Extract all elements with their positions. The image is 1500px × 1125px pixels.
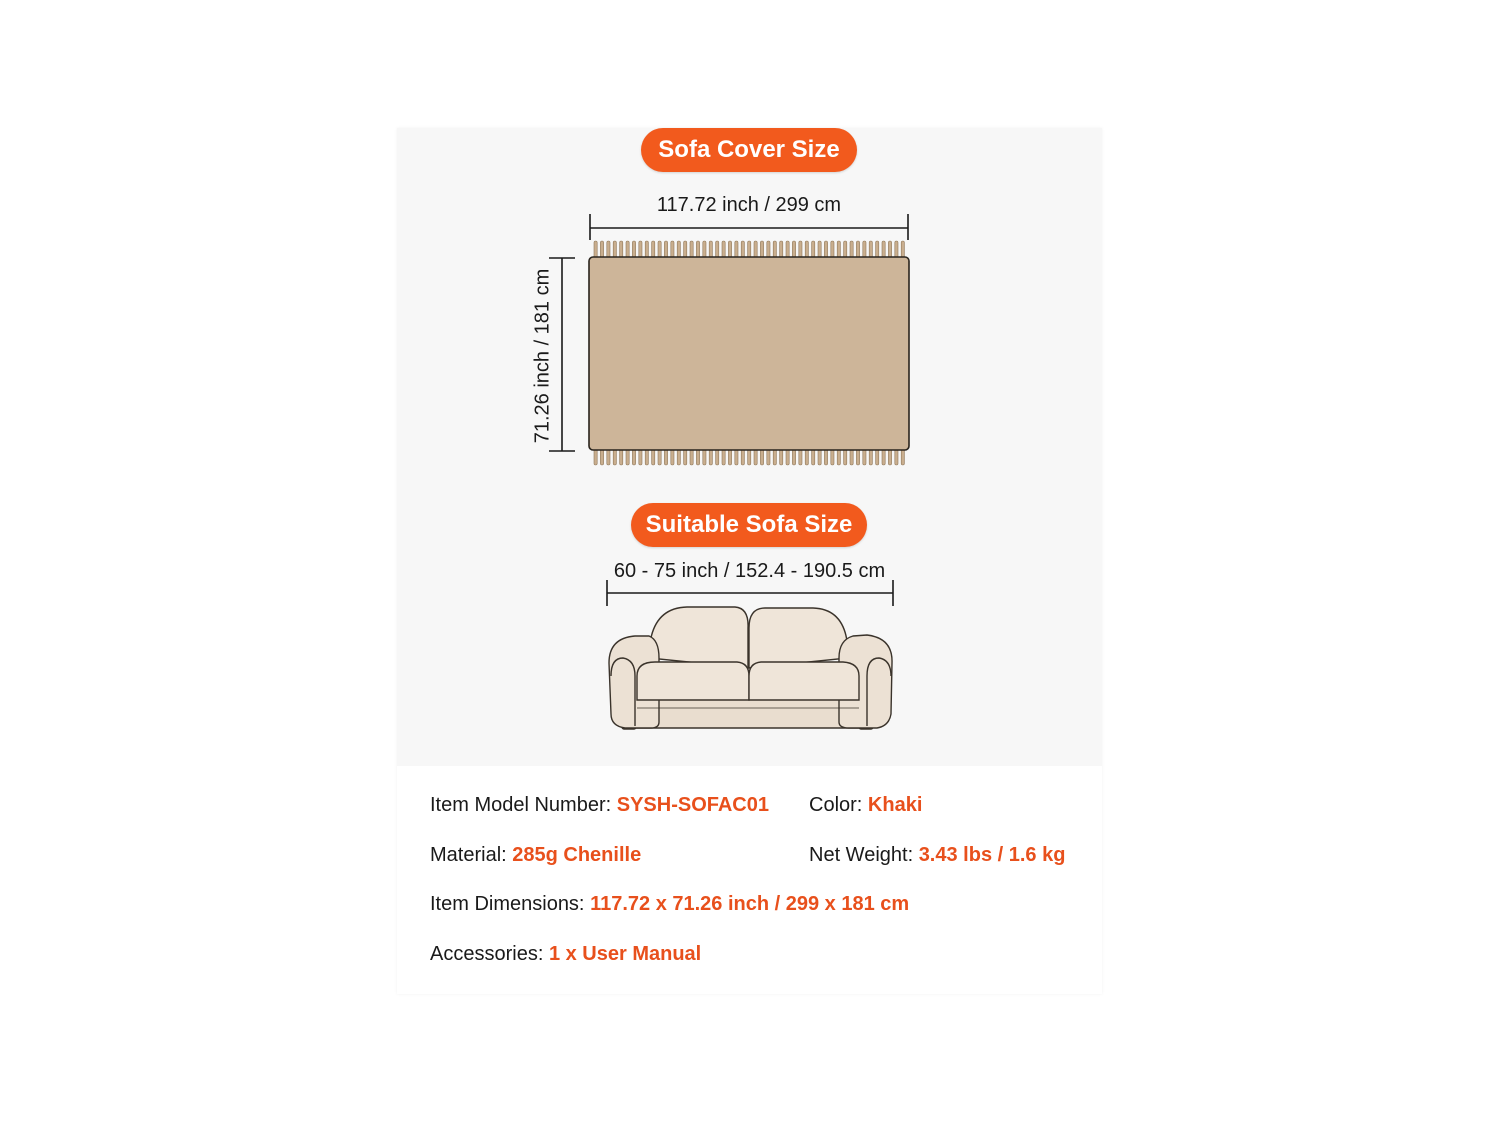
fringe-tassel	[831, 449, 834, 465]
fringe-tassel	[895, 241, 898, 258]
sofa-illustration	[609, 607, 892, 729]
fringe-tassel	[748, 241, 751, 258]
fringe-tassel	[754, 449, 757, 465]
spec-label: Item Model Number:	[430, 794, 617, 816]
fringe-tassel	[863, 241, 866, 258]
fringe-tassel	[645, 449, 648, 465]
fringe-tassel	[767, 241, 770, 258]
spec-accessories	[430, 943, 701, 966]
fringe-tassel	[773, 241, 776, 258]
diagram-area	[397, 128, 1102, 766]
spec-label: Accessories:	[430, 943, 549, 965]
fringe-tassel	[901, 241, 904, 258]
fringe-tassel	[639, 241, 642, 258]
fringe-tassel	[824, 449, 827, 465]
fringe-top	[594, 241, 904, 258]
sofa-width-dimension-line	[607, 580, 893, 606]
fringe-tassel	[607, 449, 610, 465]
spec-label: Material:	[430, 844, 513, 866]
fringe-tassel	[594, 449, 597, 465]
fringe-tassel	[664, 449, 667, 465]
fringe-tassel	[792, 449, 795, 465]
fringe-tassel	[684, 449, 687, 465]
fringe-tassel	[703, 241, 706, 258]
fringe-tassel	[818, 241, 821, 258]
size-illustrations	[397, 128, 1102, 766]
spec-value: Khaki	[867, 794, 923, 816]
fringe-tassel	[805, 449, 808, 465]
fringe-tassel	[645, 241, 648, 258]
fringe-bottom	[594, 449, 904, 465]
fringe-tassel	[735, 449, 738, 465]
fringe-tassel	[709, 449, 712, 465]
cover-width-label: 117.72 inch / 299 cm	[656, 194, 842, 216]
spec-color	[809, 794, 922, 817]
fringe-tassel	[652, 241, 655, 258]
spec-label: Net Weight:	[809, 844, 919, 866]
sofa-cover-size-heading: Sofa Cover Size	[641, 128, 857, 172]
suitable-sofa-size-heading: Suitable Sofa Size	[631, 503, 867, 547]
fringe-tassel	[850, 449, 853, 465]
fringe-tassel	[696, 449, 699, 465]
spec-material	[430, 844, 641, 867]
fringe-tassel	[658, 241, 661, 258]
fringe-tassel	[812, 241, 815, 258]
fringe-tassel	[901, 449, 904, 465]
fringe-tassel	[626, 241, 629, 258]
fringe-tassel	[741, 241, 744, 258]
fringe-tassel	[767, 449, 770, 465]
fringe-tassel	[805, 241, 808, 258]
fringe-tassel	[671, 449, 674, 465]
fringe-tassel	[760, 449, 763, 465]
fringe-tassel	[671, 241, 674, 258]
fringe-tassel	[716, 241, 719, 258]
fringe-tassel	[690, 241, 693, 258]
spec-value: 1 x User Manual	[548, 943, 702, 965]
fringe-tassel	[684, 241, 687, 258]
fringe-tassel	[664, 241, 667, 258]
fringe-tassel	[677, 241, 680, 258]
cover-width-dimension-line	[590, 214, 908, 240]
fringe-tassel	[748, 449, 751, 465]
fringe-tassel	[888, 449, 891, 465]
fringe-tassel	[869, 449, 872, 465]
fringe-tassel	[888, 241, 891, 258]
fringe-tassel	[626, 449, 629, 465]
spec-value: 3.43 lbs / 1.6 kg	[918, 844, 1066, 866]
fringe-tassel	[722, 241, 725, 258]
fringe-tassel	[594, 241, 597, 258]
fringe-tassel	[799, 449, 802, 465]
fringe-tassel	[856, 449, 859, 465]
fringe-tassel	[677, 449, 680, 465]
fringe-tassel	[613, 449, 616, 465]
fringe-tassel	[780, 241, 783, 258]
fringe-tassel	[658, 449, 661, 465]
fringe-tassel	[620, 449, 623, 465]
fringe-tassel	[837, 449, 840, 465]
fringe-tassel	[600, 449, 603, 465]
fringe-tassel	[735, 241, 738, 258]
sofa-width-label: 60 - 75 inch / 152.4 - 190.5 cm	[613, 560, 886, 582]
fringe-tassel	[652, 449, 655, 465]
fringe-tassel	[824, 241, 827, 258]
fringe-tassel	[856, 241, 859, 258]
fringe-tassel	[760, 241, 763, 258]
fringe-tassel	[786, 449, 789, 465]
fringe-tassel	[722, 449, 725, 465]
fringe-tassel	[786, 241, 789, 258]
fringe-tassel	[882, 241, 885, 258]
fringe-tassel	[895, 449, 898, 465]
fringe-tassel	[600, 241, 603, 258]
fringe-tassel	[741, 449, 744, 465]
fringe-tassel	[882, 449, 885, 465]
fringe-tassel	[812, 449, 815, 465]
fringe-tassel	[716, 449, 719, 465]
fringe-tassel	[869, 241, 872, 258]
fringe-tassel	[620, 241, 623, 258]
fringe-tassel	[709, 241, 712, 258]
spec-item-dimensions	[430, 893, 909, 916]
fringe-tassel	[703, 449, 706, 465]
fringe-tassel	[696, 241, 699, 258]
fringe-tassel	[850, 241, 853, 258]
sofa-cover-blanket	[589, 257, 909, 450]
spec-label: Item Dimensions:	[430, 893, 591, 915]
spec-value: SYSH-SOFAC01	[616, 794, 769, 816]
fringe-tassel	[780, 449, 783, 465]
spec-value: 285g Chenille	[512, 844, 642, 866]
fringe-tassel	[876, 449, 879, 465]
fringe-tassel	[728, 241, 731, 258]
fringe-tassel	[863, 449, 866, 465]
fringe-tassel	[728, 449, 731, 465]
fringe-tassel	[773, 449, 776, 465]
cover-height-dimension-line	[549, 258, 575, 451]
cover-height-label: 71.26 inch / 181 cm	[531, 268, 554, 444]
fringe-tassel	[607, 241, 610, 258]
fringe-tassel	[632, 449, 635, 465]
spec-value: 117.72 x 71.26 inch / 299 x 181 cm	[590, 893, 910, 915]
spec-label: Color:	[809, 794, 868, 816]
fringe-tassel	[792, 241, 795, 258]
fringe-tassel	[844, 449, 847, 465]
spec-net-weight	[809, 844, 1065, 867]
fringe-tassel	[818, 449, 821, 465]
spec-model-number	[430, 794, 769, 817]
fringe-tassel	[876, 241, 879, 258]
spec-list	[397, 766, 1102, 994]
fringe-tassel	[613, 241, 616, 258]
fringe-tassel	[690, 449, 693, 465]
fringe-tassel	[754, 241, 757, 258]
fringe-tassel	[632, 241, 635, 258]
product-spec-card	[397, 128, 1102, 994]
fringe-tassel	[799, 241, 802, 258]
fringe-tassel	[639, 449, 642, 465]
fringe-tassel	[831, 241, 834, 258]
fringe-tassel	[844, 241, 847, 258]
fringe-tassel	[837, 241, 840, 258]
